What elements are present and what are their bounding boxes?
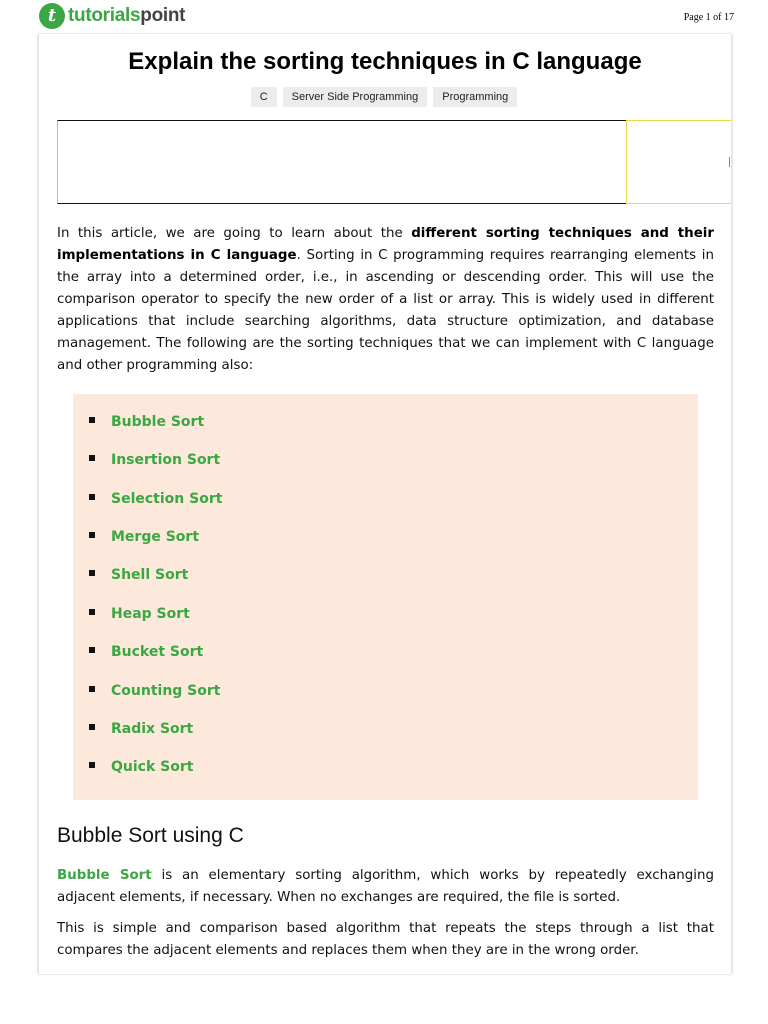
intro-paragraph: In this article, we are going to learn about the different sorting techniques and their implementations in C language. Sorting in C programming requires rearranging elements in the array into a determined order, i.e., in ascending or descending order. This will use the comparison operator to specify the new order of a list or array. This is widely used in different applications that include searching algorithms, data structure optimization, and database management. The following are the sorting techniques that we can implement with C language and other programming also: bbox=[57, 226, 714, 373]
bubble-sort-paragraph-1: Bubble Sort is an elementary sorting algorithm, which works by repeatedly exchanging adjacent elements, if necessary. When no exchanges are required, the file is sorted. bbox=[57, 868, 714, 905]
bullet-icon bbox=[89, 532, 95, 538]
link-merge-sort[interactable]: Merge Sort bbox=[111, 529, 200, 545]
bullet-icon bbox=[89, 455, 95, 461]
bullet-icon bbox=[89, 762, 95, 768]
bubble-sort-link[interactable]: Bubble Sort bbox=[57, 868, 152, 883]
bullet-icon bbox=[89, 494, 95, 500]
bullet-icon bbox=[89, 724, 95, 730]
link-radix-sort[interactable]: Radix Sort bbox=[111, 721, 194, 737]
section-heading-bubble-sort: Bubble Sort using C bbox=[57, 824, 244, 847]
page-header bbox=[0, 0, 768, 34]
tag-list bbox=[0, 87, 768, 107]
bubble-sort-paragraph-2: This is simple and comparison based algorithm that repeats the steps through a list that compares the adjacent elements and replaces them when they are in the wrong order. bbox=[57, 921, 714, 958]
tutorialspoint-logo[interactable] bbox=[39, 2, 185, 30]
list-item bbox=[73, 721, 473, 744]
bullet-icon bbox=[89, 417, 95, 423]
article-title: Explain the sorting techniques in C language bbox=[128, 48, 642, 75]
link-insertion-sort[interactable]: Insertion Sort bbox=[111, 452, 221, 468]
tag-programming[interactable]: Programming bbox=[433, 87, 517, 107]
link-bucket-sort[interactable]: Bucket Sort bbox=[111, 644, 204, 660]
link-selection-sort[interactable]: Selection Sort bbox=[111, 491, 223, 507]
ad-placeholder bbox=[57, 120, 627, 204]
bullet-icon bbox=[89, 609, 95, 615]
logo-icon: t bbox=[39, 3, 65, 29]
page-number: Page 1 of 17 bbox=[683, 12, 734, 23]
link-heap-sort[interactable]: Heap Sort bbox=[111, 606, 190, 622]
logo-text: tutorialspoint bbox=[68, 5, 186, 26]
sorting-techniques-list bbox=[73, 394, 698, 800]
bullet-icon bbox=[89, 686, 95, 692]
link-shell-sort[interactable]: Shell Sort bbox=[111, 567, 189, 583]
frame-border-right bbox=[731, 34, 732, 974]
list-item bbox=[73, 491, 473, 514]
link-bubble-sort[interactable]: Bubble Sort bbox=[111, 414, 205, 430]
ad-placeholder-highlight bbox=[626, 120, 731, 204]
list-item bbox=[73, 683, 473, 706]
tag-server-side-programming[interactable]: Server Side Programming bbox=[283, 87, 428, 107]
tag-c[interactable]: C bbox=[251, 87, 277, 107]
bullet-icon bbox=[89, 647, 95, 653]
link-quick-sort[interactable]: Quick Sort bbox=[111, 759, 194, 775]
link-counting-sort[interactable]: Counting Sort bbox=[111, 683, 221, 699]
list-item bbox=[73, 529, 473, 552]
list-item bbox=[73, 414, 473, 437]
list-item bbox=[73, 644, 473, 667]
frame-border-left bbox=[38, 34, 39, 974]
list-item bbox=[73, 567, 473, 590]
list-item bbox=[73, 606, 473, 629]
bullet-icon bbox=[89, 570, 95, 576]
list-item bbox=[73, 452, 473, 475]
intro-bold-text: different sorting techniques and their implementations in C language bbox=[57, 226, 714, 263]
list-item bbox=[73, 759, 473, 782]
